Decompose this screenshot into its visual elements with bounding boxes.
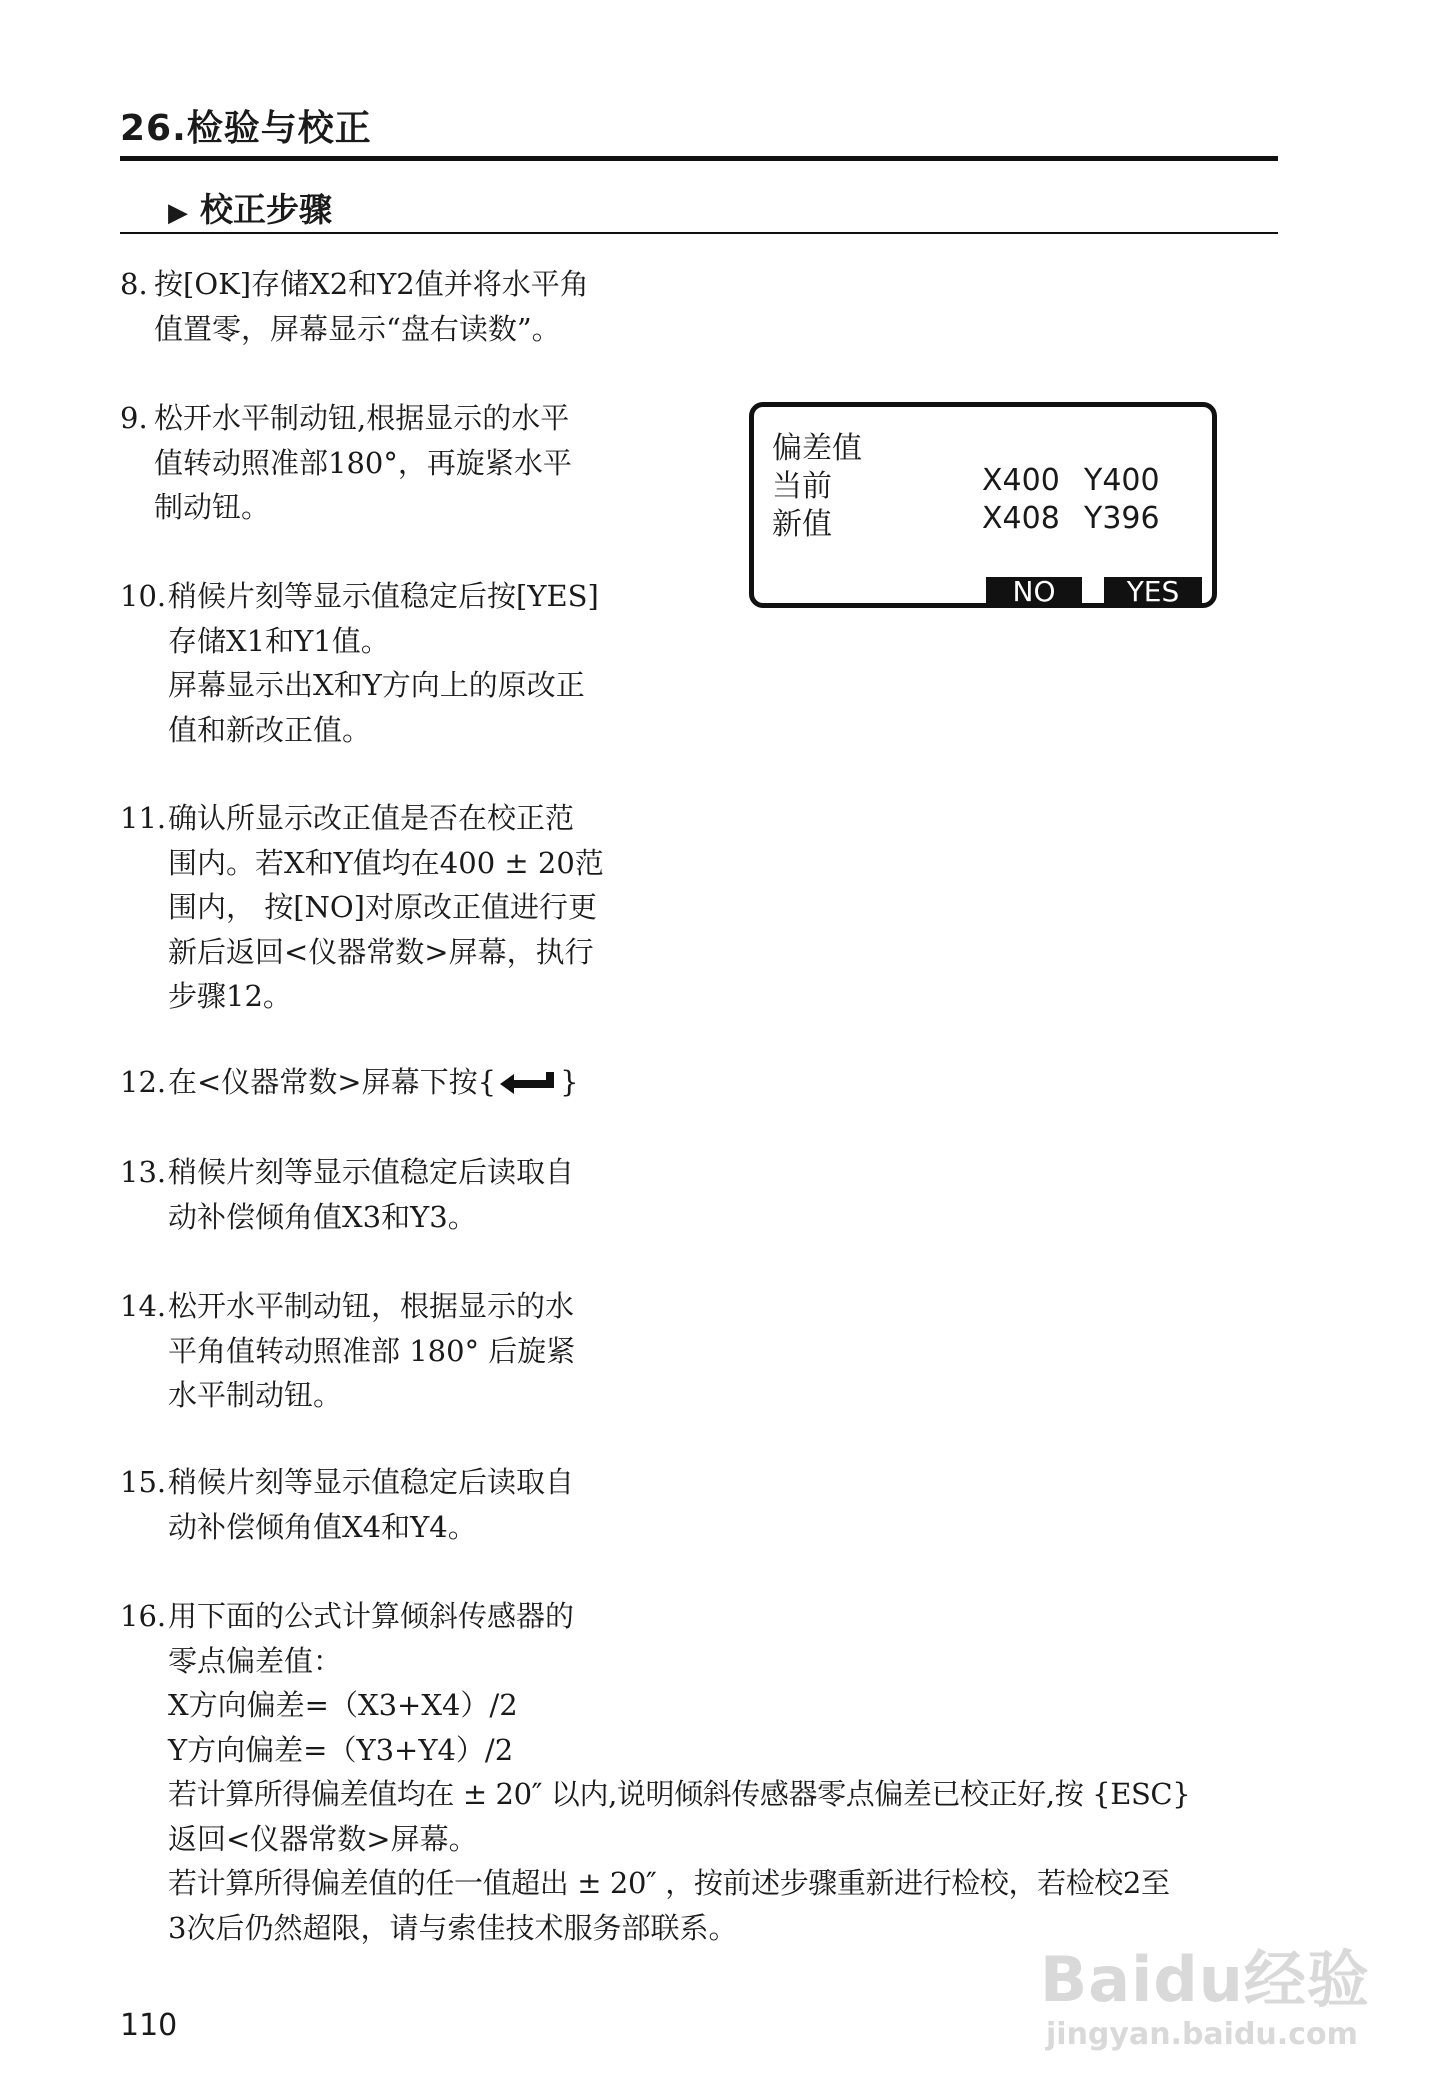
step-text-line	[168, 1060, 579, 1105]
formula-y: Y方向偏差=（Y3+Y4）/2	[168, 1732, 514, 1767]
step-number: 14.	[120, 1289, 167, 1323]
section-rule	[120, 232, 1278, 234]
step-text-line: 松开水平制动钮，根据显示的水	[168, 1289, 575, 1323]
play-arrow-icon: ▶	[168, 198, 188, 228]
step-number: 12.	[120, 1065, 167, 1099]
step-text-line: 值转动照准部180°，再旋紧水平	[154, 445, 572, 480]
step-8	[120, 262, 589, 351]
step-number: 8.	[120, 267, 148, 301]
watermark-url: jingyan.baidu.com	[1046, 2017, 1358, 2052]
lcd-current-x: X400	[982, 463, 1060, 498]
step-13	[120, 1150, 574, 1239]
header-rule	[120, 156, 1278, 161]
step-16	[120, 1594, 1190, 1950]
step-text: }	[560, 1065, 579, 1099]
step-text-line: 按[OK]存储X2和Y2值并将水平角	[154, 267, 589, 301]
step-10	[120, 574, 599, 752]
watermark-logo-text: Baidu经验	[1040, 1943, 1370, 2016]
step-12	[120, 1060, 579, 1105]
lcd-current-label: 当前	[772, 469, 832, 504]
step-text-line: 屏幕显示出X和Y方向上的原改正	[168, 668, 585, 702]
step-number: 15.	[120, 1465, 167, 1499]
step-text-line: 动补偿倾角值X4和Y4。	[168, 1509, 477, 1544]
step-text-line: 返回<仪器常数>屏幕。	[168, 1821, 478, 1856]
step-text-line: 若计算所得偏差值均在 ± 20″ 以内,说明倾斜传感器零点偏差已校正好,按 {ESC}	[168, 1777, 1191, 1811]
lcd-new-y: Y396	[1084, 501, 1160, 536]
lcd-current-y: Y400	[1084, 463, 1160, 498]
step-number: 13.	[120, 1155, 167, 1189]
step-text-line: 值和新改正值。	[168, 712, 372, 747]
baidu-watermark	[1040, 1930, 1370, 2052]
enter-key-icon	[500, 1070, 556, 1094]
step-text-line: 值置零，屏幕显示“盘右读数”。	[154, 311, 561, 346]
lcd-screen	[749, 402, 1217, 608]
step-text: 在<仪器常数>屏幕下按{	[168, 1065, 497, 1099]
step-text-line: 稍候片刻等显示值稳定后读取自	[168, 1155, 575, 1189]
yes-softkey[interactable]: YES	[1104, 577, 1202, 607]
step-9	[120, 396, 572, 530]
step-11	[120, 796, 604, 1019]
step-text-line: 步骤12。	[168, 979, 292, 1013]
step-text-line: 用下面的公式计算倾斜传感器的	[168, 1599, 575, 1633]
section-title: 校正步骤	[200, 190, 332, 229]
chapter-title: 26.检验与校正	[120, 108, 372, 149]
step-text-line: 平角值转动照准部 180° 后旋紧	[168, 1333, 576, 1368]
step-text-line: 零点偏差值：	[168, 1643, 343, 1678]
step-text-line: 若计算所得偏差值的任一值超出 ± 20″ ，按前述步骤重新进行检校，若检校2至	[168, 1866, 1170, 1900]
step-text-line: 存储X1和Y1值。	[168, 623, 390, 658]
step-text-line: 稍候片刻等显示值稳定后按[YES]	[168, 579, 599, 613]
section-heading	[168, 184, 332, 231]
step-15	[120, 1460, 574, 1549]
step-text-line: 水平制动钮。	[168, 1378, 343, 1412]
lcd-title: 偏差值	[772, 431, 862, 466]
step-14	[120, 1284, 575, 1418]
step-text-line: 动补偿倾角值X3和Y3。	[168, 1199, 477, 1234]
formula-x: X方向偏差=（X3+X4）/2	[168, 1688, 518, 1722]
no-softkey[interactable]: NO	[986, 577, 1082, 607]
step-number: 16.	[120, 1599, 167, 1633]
step-text-line: 制动钮。	[154, 490, 271, 524]
step-text-line: 围内。若X和Y值均在400 ± 20范	[168, 845, 604, 880]
step-number: 10.	[120, 579, 167, 613]
step-text-line: 确认所显示改正值是否在校正范	[168, 801, 575, 835]
lcd-new-x: X408	[982, 501, 1060, 536]
step-text-line: 3次后仍然超限，请与索佳技术服务部联系。	[168, 1910, 738, 1945]
step-text-line: 围内， 按[NO]对原改正值进行更	[168, 890, 597, 924]
step-text-line: 松开水平制动钮,根据显示的水平	[154, 401, 570, 435]
step-text-line: 稍候片刻等显示值稳定后读取自	[168, 1465, 575, 1499]
step-number: 11.	[120, 801, 167, 835]
lcd-new-label: 新值	[772, 507, 832, 542]
step-number: 9.	[120, 401, 148, 435]
step-text-line: 新后返回<仪器常数>屏幕，执行	[168, 934, 594, 969]
page-number: 110	[120, 2008, 178, 2043]
